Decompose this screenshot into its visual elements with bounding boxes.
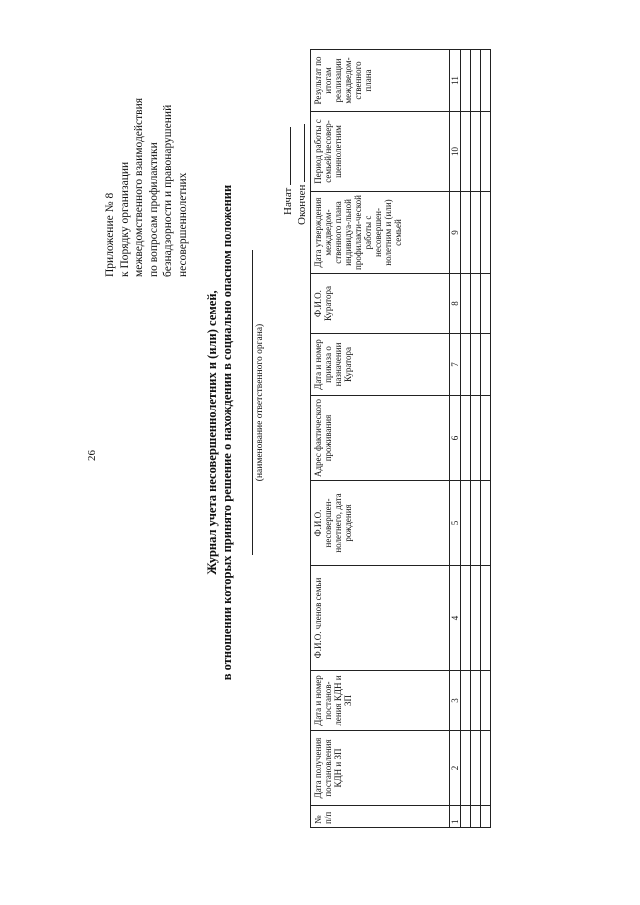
column-number: 9	[450, 192, 461, 274]
appendix-line: к Порядку организации	[118, 161, 131, 277]
column-number: 7	[450, 334, 461, 396]
column-number: 1	[450, 806, 461, 828]
journal-title-line-1: Журнал учета несовершеннолетних и (или) семей,	[205, 290, 219, 575]
started-label: Начат	[282, 187, 294, 215]
empty-table-row	[461, 50, 471, 828]
header-cell: Адрес фактического проживания	[311, 396, 450, 481]
column-number: 2	[450, 731, 461, 806]
header-cell: Ф.И.О. несовершен-нолетнего, дата рождения	[311, 481, 450, 566]
appendix-line: межведомственного взаимодействия	[133, 97, 145, 277]
header-cell: Ф.И.О. Куратора	[311, 274, 450, 334]
page-number: 26	[86, 450, 98, 461]
column-number: 4	[450, 566, 461, 671]
header-cell: Дата утверждения междведом-ственного плана индивидуа-льной профилакти-ческой работы с несовершен-нолетним и (или) семьей	[311, 192, 450, 274]
header-cell: Ф.И.О. членов семьи	[311, 566, 450, 671]
header-cell: Дата и номер приказа о назначении Куратора	[311, 334, 450, 396]
header-cell: Дата и номер постанов-ления КДН и ЗП	[311, 671, 450, 731]
column-number: 3	[450, 671, 461, 731]
header-cell: Период работы с семьей/несовер-шеннолетним	[311, 112, 450, 192]
appendix-line: несовершеннолетних	[176, 172, 189, 277]
header-cell: № п/п	[311, 806, 450, 828]
column-number: 11	[450, 50, 461, 112]
org-name-blank-line	[252, 250, 253, 555]
empty-table-row	[481, 50, 491, 828]
column-number: 8	[450, 274, 461, 334]
header-cell: Дата получения постановления КДН и ЗП	[311, 731, 450, 806]
finished-blank-line	[294, 124, 305, 182]
org-name-caption: (наименование ответственного органа)	[255, 323, 265, 482]
column-number: 6	[450, 396, 461, 481]
started-field	[280, 127, 294, 215]
finished-label: Окончен	[296, 184, 308, 225]
appendix-line: безнадзорности и правонарушений	[162, 104, 174, 277]
journal-table	[310, 49, 491, 828]
appendix-line: Приложение № 8	[104, 192, 116, 277]
column-number: 5	[450, 481, 461, 566]
finished-field	[294, 124, 308, 225]
empty-table-row	[471, 50, 481, 828]
table-header-row	[311, 50, 450, 828]
header-cell: Результат по итогам реализации междведом-ственного плана	[311, 50, 450, 112]
column-number: 10	[450, 112, 461, 192]
appendix-line: по вопросам профилактики	[147, 142, 160, 277]
journal-title-line-2: в отношении которых принято решение о нахождении в социально опасном положении	[220, 184, 234, 681]
started-blank-line	[280, 127, 291, 185]
appendix-note	[103, 37, 190, 277]
column-number-row	[450, 50, 461, 828]
